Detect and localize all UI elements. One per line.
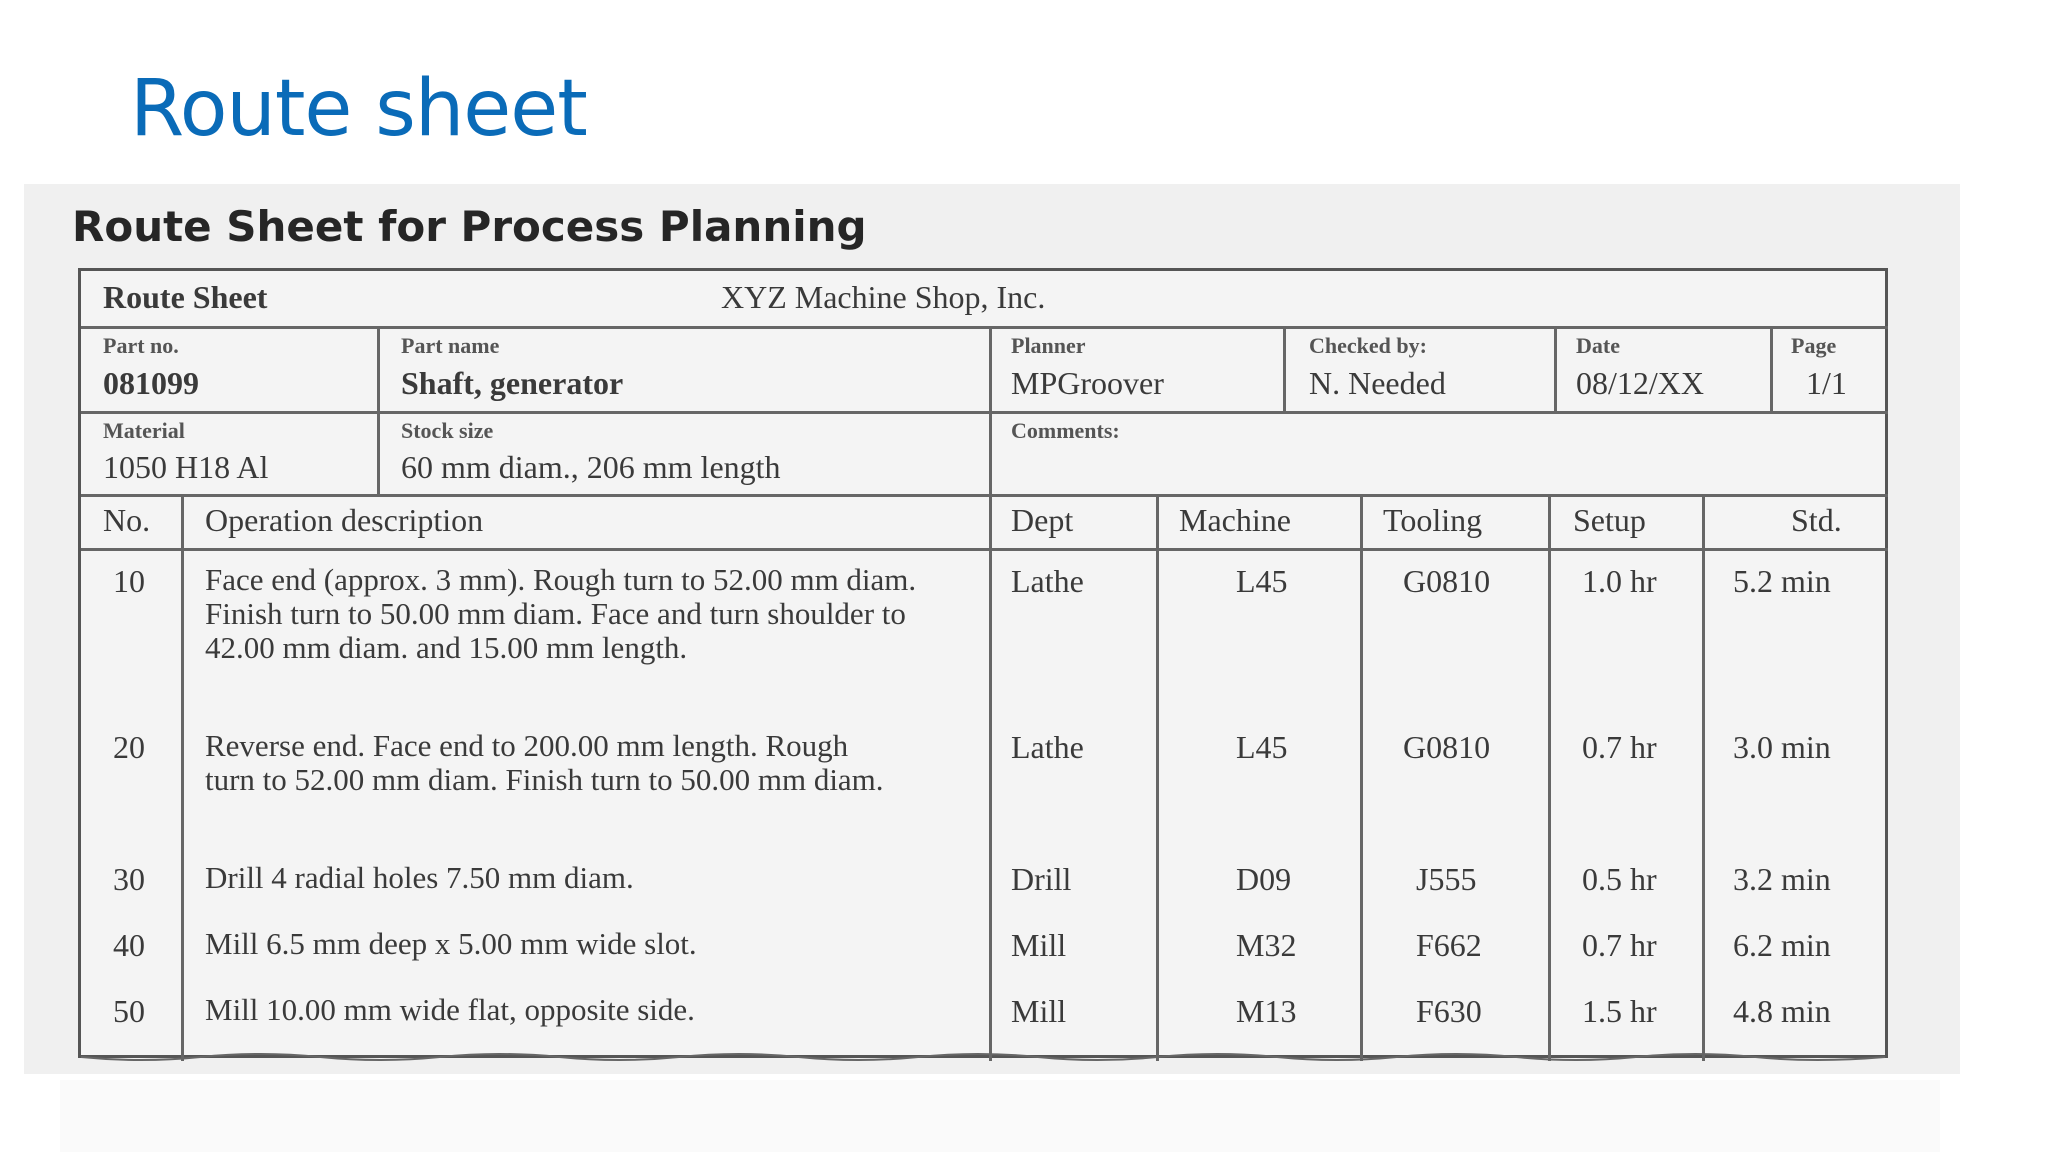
col-header-tooling: Tooling <box>1383 502 1483 538</box>
row-std: 6.2 min <box>1733 927 1831 963</box>
vrule-date <box>1770 326 1773 411</box>
part-name-value: Shaft, generator <box>401 365 624 401</box>
row-desc: Face end (approx. 3 mm). Rough turn to 52.00 mm diam. Finish turn to 50.00 mm diam. Face and turn shoulder to 42.00 mm diam. and 15.00 mm length. <box>205 562 917 665</box>
vrule-no <box>181 494 184 1061</box>
row-desc: Drill 4 radial holes 7.50 mm diam. <box>205 860 634 895</box>
row-no: 10 <box>113 563 145 599</box>
col-header-setup: Setup <box>1573 502 1646 538</box>
row-machine: L45 <box>1236 729 1288 765</box>
planner-value: MPGroover <box>1011 365 1164 401</box>
row-dept: Mill <box>1011 993 1067 1029</box>
row-machine: M32 <box>1236 927 1297 963</box>
row-std: 4.8 min <box>1733 993 1831 1029</box>
route-sheet-form <box>78 268 1888 1058</box>
row-tooling: F662 <box>1416 927 1482 963</box>
company-name: XYZ Machine Shop, Inc. <box>721 279 1046 315</box>
rule-material <box>81 494 1888 497</box>
row-no: 50 <box>113 993 145 1029</box>
torn-edge <box>81 1053 1885 1065</box>
col-header-dept: Dept <box>1011 502 1074 538</box>
row-no: 40 <box>113 927 145 963</box>
comments-label: Comments: <box>1011 418 1120 443</box>
vrule-checked <box>1554 326 1557 411</box>
stock-label: Stock size <box>401 418 494 443</box>
sheet-title: Route Sheet <box>103 279 268 315</box>
rule-table-header <box>81 548 1888 551</box>
row-dept: Drill <box>1011 861 1072 897</box>
vrule-setup <box>1702 494 1705 1061</box>
row-tooling: G0810 <box>1403 729 1491 765</box>
part-no-label: Part no. <box>103 333 179 358</box>
row-desc: Mill 10.00 mm wide flat, opposite side. <box>205 992 695 1027</box>
row-machine: D09 <box>1236 861 1292 897</box>
row-std: 5.2 min <box>1733 563 1831 599</box>
row-no: 30 <box>113 861 145 897</box>
row-machine: L45 <box>1236 563 1288 599</box>
row-no: 20 <box>113 729 145 765</box>
row-setup: 0.7 hr <box>1582 729 1657 765</box>
col-header-machine: Machine <box>1179 502 1291 538</box>
vrule-part-no <box>377 326 380 494</box>
row-std: 3.2 min <box>1733 861 1831 897</box>
stock-value: 60 mm diam., 206 mm length <box>401 449 781 485</box>
checked-label: Checked by: <box>1309 333 1427 358</box>
row-setup: 1.0 hr <box>1582 563 1657 599</box>
vrule-planner <box>1283 326 1286 411</box>
slide-footer-area <box>60 1080 1940 1152</box>
route-sheet-scan <box>24 184 1960 1074</box>
vrule-desc <box>989 494 992 1061</box>
slide-title: Route sheet <box>130 64 587 154</box>
row-desc: Mill 6.5 mm deep x 5.00 mm wide slot. <box>205 926 697 961</box>
row-dept: Mill <box>1011 927 1067 963</box>
row-dept: Lathe <box>1011 563 1084 599</box>
material-value: 1050 H18 Al <box>103 449 269 485</box>
row-desc: Reverse end. Face end to 200.00 mm length. Rough turn to 52.00 mm diam. Finish turn to 50.00 mm diam. <box>205 728 884 797</box>
checked-value: N. Needed <box>1309 365 1446 401</box>
page-value: 1/1 <box>1806 365 1847 401</box>
planner-label: Planner <box>1011 333 1086 358</box>
material-label: Material <box>103 418 185 443</box>
vrule-tooling <box>1548 494 1551 1061</box>
row-machine: M13 <box>1236 993 1297 1029</box>
vrule-dept <box>1156 494 1159 1061</box>
vrule-part-name <box>989 326 992 494</box>
row-setup: 1.5 hr <box>1582 993 1657 1029</box>
row-setup: 0.7 hr <box>1582 927 1657 963</box>
part-name-label: Part name <box>401 333 500 358</box>
rule-header <box>81 326 1888 329</box>
row-std: 3.0 min <box>1733 729 1831 765</box>
part-no-value: 081099 <box>103 365 199 401</box>
row-tooling: G0810 <box>1403 563 1491 599</box>
row-dept: Lathe <box>1011 729 1084 765</box>
row-tooling: F630 <box>1416 993 1482 1029</box>
col-header-std: Std. <box>1791 502 1842 538</box>
row-setup: 0.5 hr <box>1582 861 1657 897</box>
rule-part <box>81 411 1888 414</box>
page-label: Page <box>1791 333 1837 358</box>
vrule-machine <box>1360 494 1363 1061</box>
col-header-no: No. <box>103 502 151 538</box>
col-header-desc: Operation description <box>205 502 484 538</box>
scan-heading: Route Sheet for Process Planning <box>72 202 867 251</box>
date-value: 08/12/XX <box>1576 365 1704 401</box>
date-label: Date <box>1576 333 1620 358</box>
row-tooling: J555 <box>1416 861 1477 897</box>
